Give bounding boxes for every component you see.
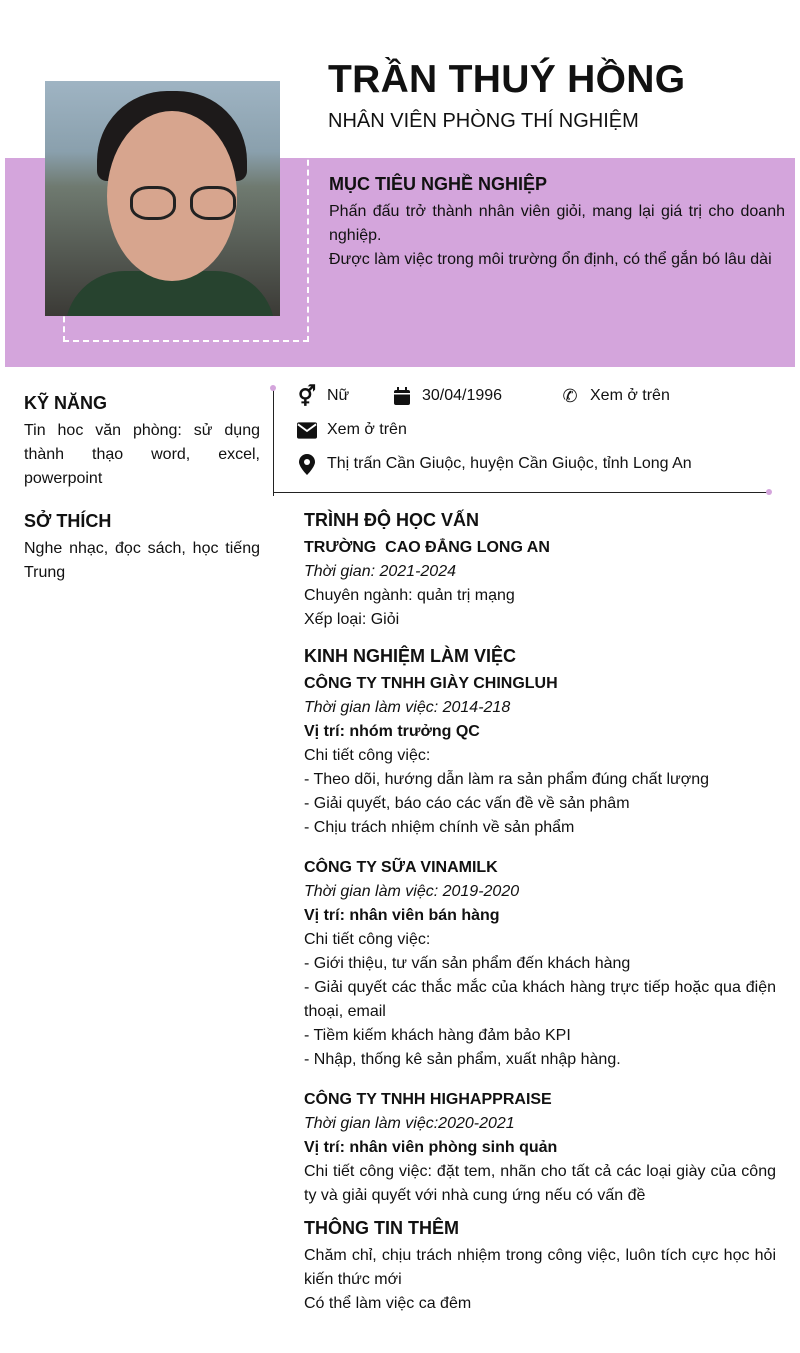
address-value: Thị trấn Cần Giuộc, huyện Cần Giuộc, tỉnh Long An <box>327 455 692 472</box>
phone-value: Xem ở trên <box>590 387 670 404</box>
education-title: TRÌNH ĐỘ HỌC VẤN <box>304 510 479 530</box>
divider-dot <box>766 489 772 495</box>
dob-info <box>392 386 502 406</box>
job-detail: - Giới thiệu, tư vấn sản phẩm đến khách hàng <box>304 955 631 972</box>
extra-line: Có thể làm việc ca đêm <box>304 1295 472 1312</box>
job-position: Vị trí: nhóm trưởng QC <box>304 723 480 740</box>
job-time: Thời gian làm việc: 2014-218 <box>304 699 511 716</box>
hobbies-title: SỞ THÍCH <box>24 511 112 531</box>
job-entry <box>304 1088 776 1208</box>
email-value: Xem ở trên <box>327 421 407 438</box>
job-entry <box>304 672 776 840</box>
school-name: TRƯỜNG CAO ĐẲNG LONG AN <box>304 539 550 556</box>
education-rank: Xếp loại: Giỏi <box>304 611 400 628</box>
education-time: Thời gian: 2021-2024 <box>304 563 456 580</box>
job-company: CÔNG TY TNHH HIGHAPPRAISE <box>304 1091 552 1108</box>
job-company: CÔNG TY SỮA VINAMILK <box>304 859 498 876</box>
job-detail: Chi tiết công việc: <box>304 747 431 764</box>
gender-icon: ⚥ <box>297 385 317 408</box>
education-section <box>304 508 776 632</box>
job-detail: - Giải quyết, báo cáo các vấn đề về sản phâm <box>304 795 630 812</box>
divider-dot <box>270 385 276 391</box>
candidate-name: TRẦN THUÝ HỒNG <box>328 58 686 101</box>
dob-value: 30/04/1996 <box>422 387 503 404</box>
divider-vertical <box>273 388 274 496</box>
skills-title: KỸ NĂNG <box>24 393 108 413</box>
career-objective <box>329 172 785 272</box>
hobbies-text: Nghe nhạc, đọc sách, học tiếng Trung <box>24 540 260 581</box>
job-detail: - Theo dõi, hướng dẫn làm ra sản phẩm đúng chất lượng <box>304 771 710 788</box>
job-position: Vị trí: nhân viên phòng sinh quản <box>304 1139 558 1156</box>
profile-photo <box>45 81 280 316</box>
calendar-icon <box>392 386 412 406</box>
envelope-icon <box>297 420 317 440</box>
job-time: Thời gian làm việc: 2019-2020 <box>304 883 520 900</box>
job-company: CÔNG TY TNHH GIÀY CHINGLUH <box>304 675 558 692</box>
objective-line: Được làm việc trong môi trường ổn định, có thể gắn bó lâu dài <box>329 251 772 268</box>
hobbies-section <box>24 509 260 585</box>
job-detail: - Nhập, thống kê sản phẩm, xuất nhập hàng. <box>304 1051 621 1068</box>
job-time: Thời gian làm việc:2020-2021 <box>304 1115 515 1132</box>
experience-section <box>304 644 776 1208</box>
phone-info <box>560 386 670 406</box>
candidate-role: NHÂN VIÊN PHÒNG THÍ NGHIỆM <box>328 110 639 132</box>
job-detail: Chi tiết công việc: đặt tem, nhãn cho tất cả các loại giày của công ty và giải quyết với nhà cung ứng nếu có vấn đề <box>304 1163 776 1204</box>
extra-info-section <box>304 1216 776 1316</box>
objective-title: MỤC TIÊU NGHỀ NGHIỆP <box>329 174 548 194</box>
map-pin-icon <box>297 454 317 474</box>
objective-line: Phấn đấu trở thành nhân viên giỏi, mang lại giá trị cho doanh nghiệp. <box>329 203 785 244</box>
main-content <box>304 508 776 1316</box>
gender-value: Nữ <box>327 387 350 404</box>
skills-section <box>24 391 260 491</box>
gender-info <box>297 386 349 406</box>
email-info <box>297 420 407 440</box>
divider-horizontal <box>273 492 769 493</box>
job-entry <box>304 856 776 1072</box>
experience-title: KINH NGHIỆM LÀM VIỆC <box>304 646 517 666</box>
skills-text: Tin hoc văn phòng: sử dụng thành thạo word, excel, powerpoint <box>24 422 260 487</box>
education-major: Chuyên ngành: quản trị mạng <box>304 587 515 604</box>
job-position: Vị trí: nhân viên bán hàng <box>304 907 500 924</box>
job-detail: - Tiềm kiếm khách hàng đảm bảo KPI <box>304 1027 571 1044</box>
job-detail: - Giải quyết các thắc mắc của khách hàng trực tiếp hoặc qua điện thoại, email <box>304 979 776 1020</box>
address-info <box>297 454 692 474</box>
extra-line: Chăm chỉ, chịu trách nhiệm trong công việc, luôn tích cực học hỏi kiến thức mới <box>304 1247 776 1288</box>
job-detail: Chi tiết công việc: <box>304 931 431 948</box>
job-detail: - Chịu trách nhiệm chính về sản phẩm <box>304 819 575 836</box>
phone-icon: ✆ <box>562 385 578 406</box>
extra-title: THÔNG TIN THÊM <box>304 1218 459 1238</box>
